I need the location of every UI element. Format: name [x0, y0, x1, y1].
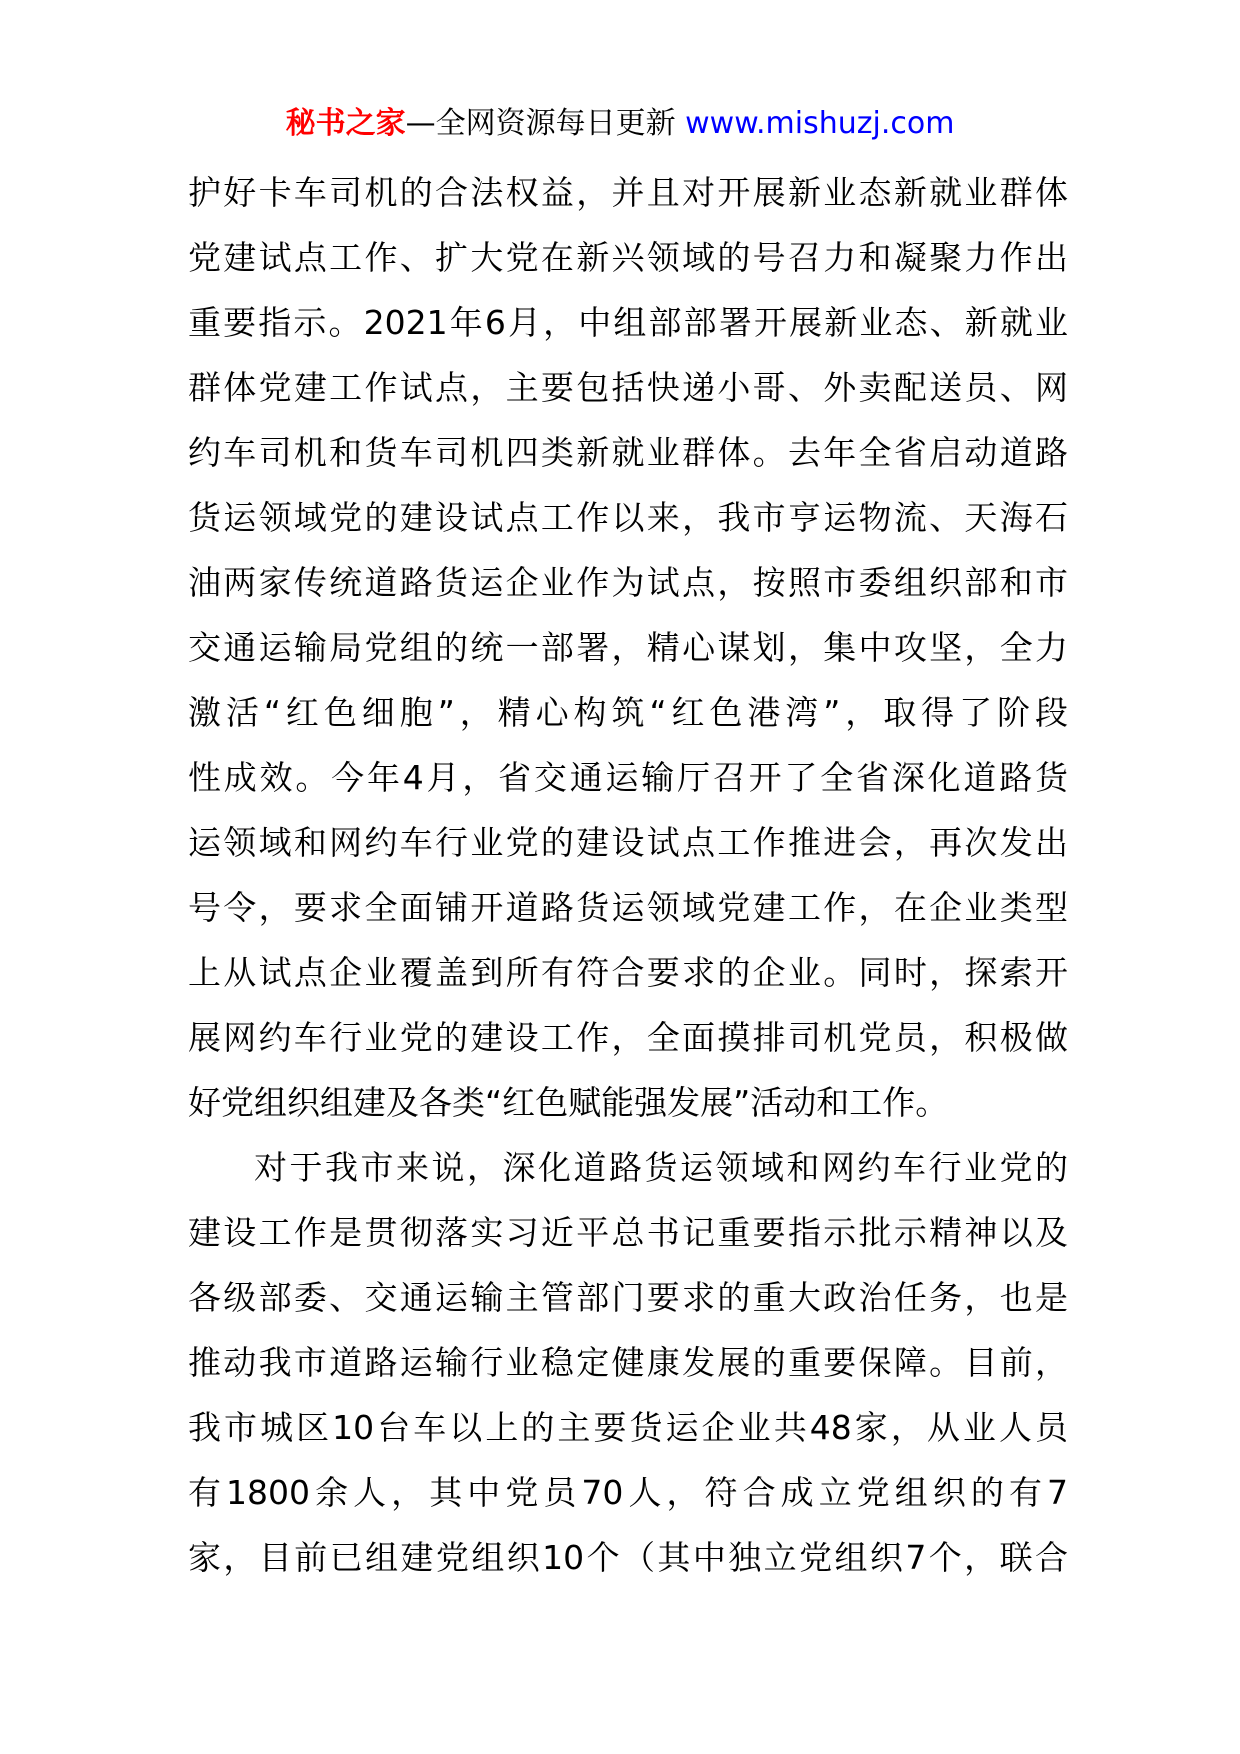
text-line: 重要指示。2021年6月，中组部部署开展新业态、新就业	[188, 303, 1068, 342]
text-line: 激活“红色细胞”，精心构筑“红色港湾”，取得了阶段	[188, 693, 1068, 732]
text-line: 对于我市来说，深化道路货运领域和网约车行业党的	[254, 1148, 1068, 1187]
text-line: 油两家传统道路货运企业作为试点，按照市委组织部和市	[188, 563, 1068, 602]
text-line: 上从试点企业覆盖到所有符合要求的企业。同时，探索开	[188, 953, 1068, 992]
text-line: 推动我市道路运输行业稳定健康发展的重要保障。目前，	[188, 1343, 1068, 1382]
document-body	[188, 160, 1068, 1590]
text-line: 交通运输局党组的统一部署，精心谋划，集中攻坚，全力	[188, 628, 1068, 667]
text-line: 运领域和网约车行业党的建设试点工作推进会，再次发出	[188, 823, 1068, 862]
brand-name: 秘书之家	[285, 106, 406, 141]
text-line: 党建试点工作、扩大党在新兴领域的号召力和凝聚力作出	[188, 238, 1068, 277]
text-line: 护好卡车司机的合法权益，并且对开展新业态新就业群体	[188, 173, 1068, 212]
text-line: 约车司机和货车司机四类新就业群体。去年全省启动道路	[188, 433, 1068, 472]
text-line: 展网约车行业党的建设工作，全面摸排司机党员，积极做	[188, 1018, 1068, 1057]
site-header	[0, 104, 1240, 144]
text-line: 我市城区10台车以上的主要货运企业共48家，从业人员	[188, 1408, 1068, 1447]
text-line: 群体党建工作试点，主要包括快递小哥、外卖配送员、网	[188, 368, 1068, 407]
header-tagline: —全网资源每日更新	[405, 106, 676, 141]
text-line: 建设工作是贯彻落实习近平总书记重要指示批示精神以及	[188, 1213, 1068, 1252]
text-line: 好党组织组建及各类“红色赋能强发展”活动和工作。	[188, 1083, 949, 1122]
paragraph-2	[188, 1135, 1068, 1590]
text-line: 号令，要求全面铺开道路货运领域党建工作，在企业类型	[188, 888, 1068, 927]
site-url-link[interactable]: www.mishuzj.com	[685, 106, 955, 141]
text-line: 各级部委、交通运输主管部门要求的重大政治任务，也是	[188, 1278, 1068, 1317]
text-line: 货运领域党的建设试点工作以来，我市亨运物流、天海石	[188, 498, 1068, 537]
text-line: 家，目前已组建党组织10个（其中独立党组织7个，联合	[188, 1538, 1068, 1577]
paragraph-1	[188, 160, 1068, 1135]
text-line: 性成效。今年4月，省交通运输厅召开了全省深化道路货	[188, 758, 1068, 797]
text-line: 有1800余人，其中党员70人，符合成立党组织的有7	[188, 1473, 1068, 1512]
